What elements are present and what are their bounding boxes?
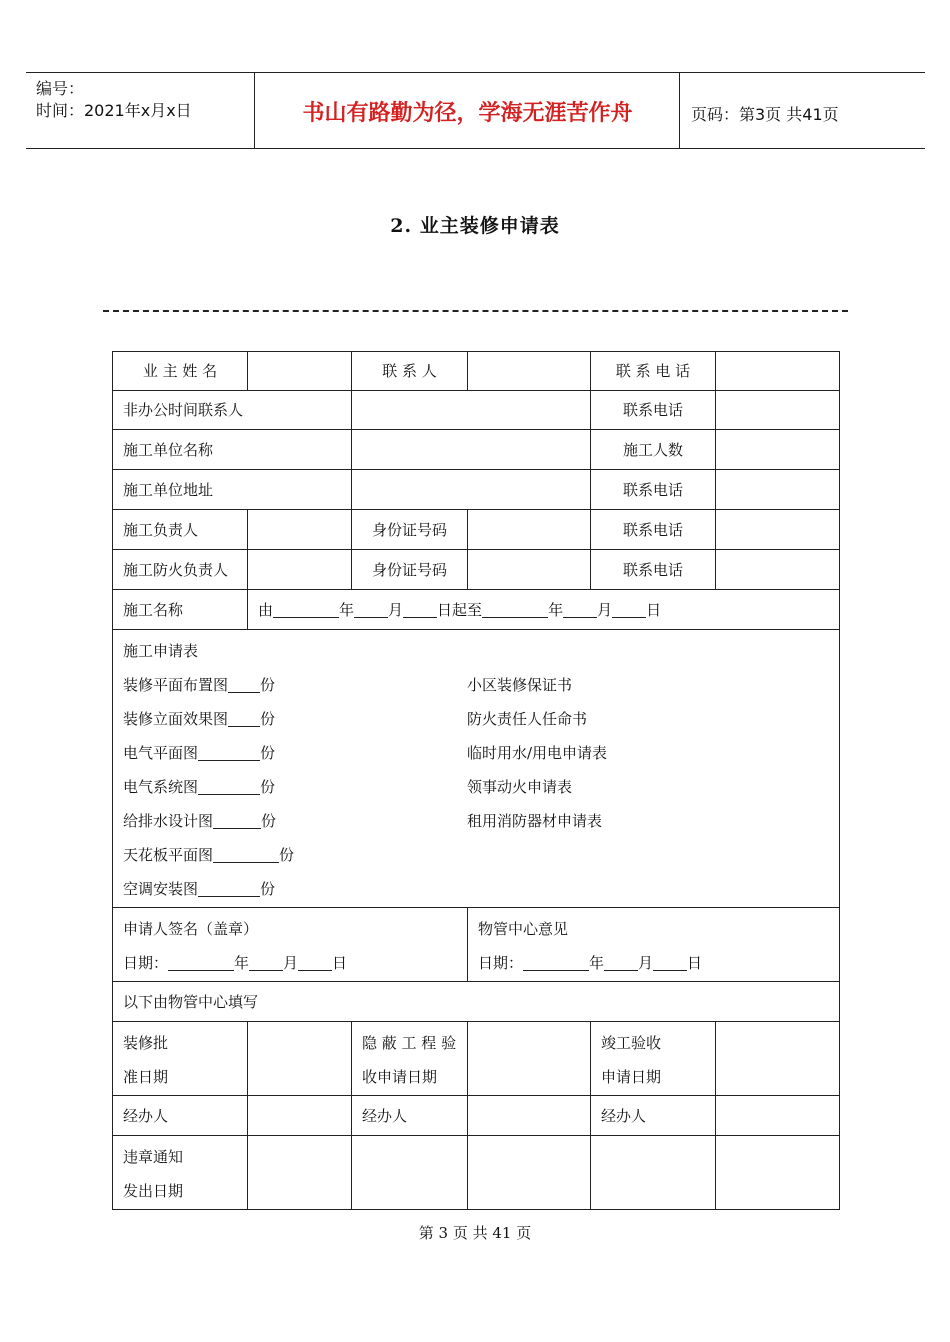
copies-blank[interactable]: [198, 744, 260, 761]
period-from: 由: [258, 600, 274, 619]
start-day-blank[interactable]: [403, 601, 437, 618]
applicant-date-line: [123, 946, 457, 980]
form-row-violation: [113, 1136, 840, 1210]
form-row-address: [113, 470, 840, 510]
applicant-signature-cell[interactable]: [113, 908, 468, 982]
year-label: 年: [589, 954, 605, 972]
violation-field-1[interactable]: [248, 1136, 352, 1210]
year-blank[interactable]: [168, 954, 234, 971]
docs-right-column: [467, 668, 811, 906]
company-address-field[interactable]: [352, 470, 591, 510]
fire-manager-id-field[interactable]: [468, 550, 591, 590]
end-day-label: 日: [646, 600, 662, 619]
start-to-label: 日起至: [437, 600, 483, 619]
serial-label: 编号：: [36, 79, 85, 98]
offhours-phone-label: 联系电话: [591, 391, 716, 430]
copies-blank[interactable]: [213, 812, 261, 829]
address-phone-label: 联系电话: [591, 470, 716, 510]
doc-name: 电气系统图: [123, 778, 199, 796]
form-row-company: [113, 430, 840, 470]
owner-name-field[interactable]: [248, 352, 352, 391]
start-month-blank[interactable]: [354, 601, 388, 618]
approval-date-label-line2: 准日期: [123, 1068, 169, 1086]
header-top-rule: [26, 72, 925, 73]
month-blank[interactable]: [249, 954, 283, 971]
company-address-label: 施工单位地址: [113, 470, 352, 510]
project-period-field[interactable]: [248, 590, 840, 630]
end-month-blank[interactable]: [563, 601, 597, 618]
form-row-application-docs: [113, 630, 840, 908]
start-month-label: 月: [388, 600, 404, 619]
violation-field-5[interactable]: [716, 1136, 840, 1210]
date-label: 日期：: [123, 954, 169, 972]
approval-date-label: [113, 1022, 248, 1096]
worker-count-field[interactable]: [716, 430, 840, 470]
copies-blank[interactable]: [213, 846, 279, 863]
worker-count-label: 施工人数: [591, 430, 716, 470]
doc-name: 装修立面效果图: [123, 710, 229, 728]
page-footer: 第 3 页 共 41 页: [418, 1224, 532, 1242]
doc-unit: 份: [260, 676, 276, 694]
month-label: 月: [638, 954, 654, 972]
site-manager-id-label: 身份证号码: [352, 510, 468, 550]
doc-name: 空调安装图: [123, 880, 199, 898]
year-blank[interactable]: [523, 954, 589, 971]
property-section-heading: 以下由物管中心填写: [113, 982, 840, 1022]
completion-acceptance-label: [591, 1022, 716, 1096]
day-blank[interactable]: [653, 954, 687, 971]
completion-label-line2: 申请日期: [601, 1068, 662, 1086]
contact-person-label: 联 系 人: [352, 352, 468, 391]
offhours-phone-field[interactable]: [716, 391, 840, 430]
copies-blank[interactable]: [228, 676, 260, 693]
form-row-offhours: [113, 391, 840, 430]
application-heading: 施工申请表: [123, 642, 199, 660]
concealed-acceptance-field[interactable]: [468, 1022, 591, 1096]
form-row-signatures: [113, 908, 840, 982]
violation-label-line1: 违章通知: [123, 1148, 184, 1166]
project-name-label: 施工名称: [113, 590, 248, 630]
concealed-label-line1: 隐 蔽 工 程 验: [362, 1034, 457, 1052]
concealed-acceptance-label: [352, 1022, 468, 1096]
fire-manager-phone-field[interactable]: [716, 550, 840, 590]
doc-unit: 份: [260, 778, 276, 796]
doc-item-elevation: [123, 702, 467, 736]
day-label: 日: [687, 954, 703, 972]
property-opinion-cell[interactable]: [468, 908, 840, 982]
site-manager-field[interactable]: [248, 510, 352, 550]
contact-phone-label: 联 系 电 话: [591, 352, 716, 391]
doc-unit: 份: [279, 846, 295, 864]
doc-unit: 份: [260, 880, 276, 898]
handler-label-2: 经办人: [352, 1096, 468, 1136]
doc-item-hvac: [123, 872, 467, 906]
doc-name: 天花板平面图: [123, 846, 214, 864]
doc-item-fire-appointment: 防火责任人任命书: [467, 710, 588, 728]
document-title: 2. 业主装修申请表: [390, 215, 560, 237]
end-year-blank[interactable]: [482, 601, 548, 618]
doc-unit: 份: [261, 812, 277, 830]
doc-unit: 份: [260, 710, 276, 728]
property-date-line: [478, 946, 829, 980]
violation-field-2[interactable]: [352, 1136, 468, 1210]
property-opinion-label: 物管中心意见: [478, 920, 569, 938]
end-day-blank[interactable]: [612, 601, 646, 618]
end-month-label: 月: [597, 600, 613, 619]
page-info: 页码：第3页 共41页: [691, 105, 839, 124]
date-label: 日期：: [478, 954, 524, 972]
violation-field-4[interactable]: [591, 1136, 716, 1210]
motto: 书山有路勤为径，学海无涯苦作舟: [302, 101, 633, 126]
doc-item-electrical-plan: [123, 736, 467, 770]
contact-phone-field[interactable]: [716, 352, 840, 391]
address-phone-field[interactable]: [716, 470, 840, 510]
applicant-signature-label: 申请人签名（盖章）: [123, 920, 259, 938]
header-divider-left: [254, 72, 255, 149]
company-name-field[interactable]: [352, 430, 591, 470]
site-manager-id-field[interactable]: [468, 510, 591, 550]
completion-acceptance-field[interactable]: [716, 1022, 840, 1096]
doc-unit: 份: [260, 744, 276, 762]
site-manager-phone-field[interactable]: [716, 510, 840, 550]
form-row-owner: [113, 352, 840, 391]
time-label: 时间：2021年x月x日: [36, 101, 192, 120]
doc-item-fire-equipment: 租用消防器材申请表: [467, 812, 603, 830]
month-label: 月: [283, 954, 299, 972]
completion-label-line1: 竣工验收: [601, 1034, 662, 1052]
handler-label-3: 经办人: [591, 1096, 716, 1136]
application-docs-cell: [113, 630, 840, 908]
owner-name-label: 业 主 姓 名: [113, 352, 248, 391]
concealed-label-line2: 收申请日期: [362, 1068, 438, 1086]
doc-item-temp-utilities: 临时用水/用电申请表: [467, 744, 608, 762]
docs-columns: [123, 668, 829, 906]
offhours-contact-field[interactable]: [352, 391, 591, 430]
approval-date-field[interactable]: [248, 1022, 352, 1096]
doc-item-plan-layout: [123, 668, 467, 702]
form-row-site-manager: [113, 510, 840, 550]
doc-item-hot-work: 领事动火申请表: [467, 778, 573, 796]
copies-blank[interactable]: [228, 710, 260, 727]
doc-item-plumbing: [123, 804, 467, 838]
doc-item-electrical-system: [123, 770, 467, 804]
fire-manager-label: 施工防火负责人: [113, 550, 248, 590]
handler-field-1[interactable]: [248, 1096, 352, 1136]
docs-left-column: [123, 668, 467, 906]
start-year-label: 年: [339, 600, 355, 619]
violation-label-line2: 发出日期: [123, 1182, 184, 1200]
start-year-blank[interactable]: [273, 601, 339, 618]
doc-item-ceiling: [123, 838, 467, 872]
doc-name: 给排水设计图: [123, 812, 214, 830]
handler-field-3[interactable]: [716, 1096, 840, 1136]
fire-manager-phone-label: 联系电话: [591, 550, 716, 590]
dashed-separator: [103, 310, 848, 312]
doc-name: 电气平面图: [123, 744, 199, 762]
doc-name: 装修平面布置图: [123, 676, 229, 694]
form-row-project: [113, 590, 840, 630]
day-label: 日: [332, 954, 348, 972]
form-row-dates: [113, 1022, 840, 1096]
copies-blank[interactable]: [198, 778, 260, 795]
fire-manager-field[interactable]: [248, 550, 352, 590]
form-row-handlers: [113, 1096, 840, 1136]
fire-manager-id-label: 身份证号码: [352, 550, 468, 590]
copies-blank[interactable]: [198, 880, 260, 897]
doc-item-guarantee: 小区装修保证书: [467, 676, 573, 694]
site-manager-phone-label: 联系电话: [591, 510, 716, 550]
form-row-property-section: [113, 982, 840, 1022]
site-manager-label: 施工负责人: [113, 510, 248, 550]
day-blank[interactable]: [298, 954, 332, 971]
company-name-label: 施工单位名称: [113, 430, 352, 470]
header-bottom-rule: [26, 148, 925, 149]
application-form: [112, 351, 840, 1210]
end-year-label: 年: [548, 600, 564, 619]
violation-field-3[interactable]: [468, 1136, 591, 1210]
contact-person-field[interactable]: [468, 352, 591, 391]
form-row-fire-manager: [113, 550, 840, 590]
offhours-contact-label: 非办公时间联系人: [113, 391, 352, 430]
header-divider-right: [679, 72, 680, 149]
violation-notice-label: [113, 1136, 248, 1210]
handler-field-2[interactable]: [468, 1096, 591, 1136]
handler-label-1: 经办人: [113, 1096, 248, 1136]
month-blank[interactable]: [604, 954, 638, 971]
approval-date-label-line1: 装修批: [123, 1034, 169, 1052]
year-label: 年: [234, 954, 250, 972]
